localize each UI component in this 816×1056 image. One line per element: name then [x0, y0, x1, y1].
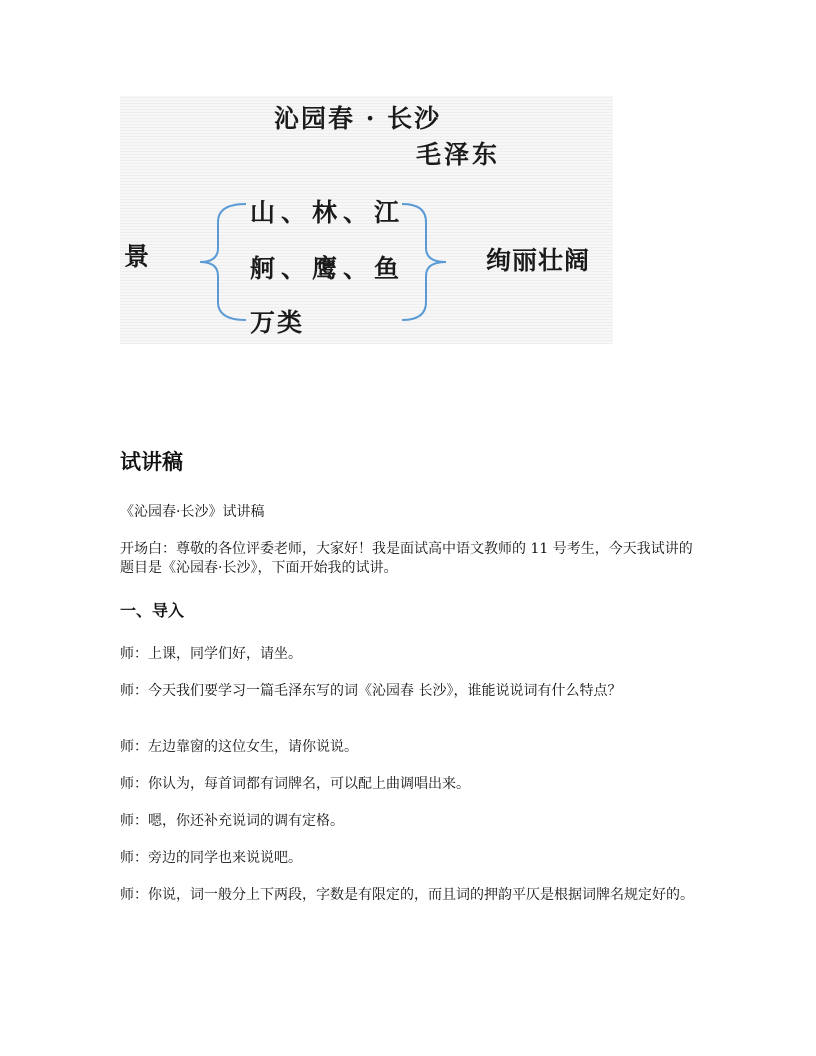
section-heading-intro: 一、导入 [120, 601, 185, 620]
diagram-author: 毛泽东 [416, 140, 501, 169]
intro-paragraph: 开场白：尊敬的各位评委老师，大家好！我是面试高中语文教师的 11 号考生，今天我试讲的题目是《沁园春·长沙》，下面开始我的试讲。 [120, 541, 693, 576]
paragraph-2: 师：今天我们要学习一篇毛泽东写的词《沁园春 长沙》，谁能说说词有什么特点？ [120, 683, 622, 699]
poem-structure-diagram [120, 96, 613, 344]
diagram-row-3: 万类 [250, 308, 305, 337]
diagram-right-label: 绚丽壮阔 [486, 246, 591, 275]
left-brace [200, 204, 246, 320]
paragraph-3: 师：左边靠窗的这位女生，请你说说。 [120, 739, 358, 755]
document-heading: 试讲稿 [120, 450, 183, 474]
document-subtitle: 《沁园春·长沙》试讲稿 [120, 504, 265, 520]
diagram-title: 沁园春 · 长沙 [274, 104, 442, 133]
paragraph-6: 师：旁边的同学也来说说吧。 [120, 850, 302, 866]
paragraph-4: 师：你认为，每首词都有词牌名，可以配上曲调唱出来。 [120, 776, 470, 792]
paragraph-7: 师：你说，词一般分上下两段，字数是有限定的，而且词的押韵平仄是根据词牌名规定好的。 [120, 887, 694, 903]
right-brace [402, 204, 446, 320]
paragraph-5: 师：嗯，你还补充说词的调有定格。 [120, 813, 344, 829]
diagram-row-1: 山、林、江 [250, 198, 406, 227]
paragraph-1: 师：上课，同学们好，请坐。 [120, 646, 302, 662]
diagram-left-label: 景 [124, 242, 150, 271]
diagram-row-2: 舸、鹰、鱼 [250, 254, 406, 283]
